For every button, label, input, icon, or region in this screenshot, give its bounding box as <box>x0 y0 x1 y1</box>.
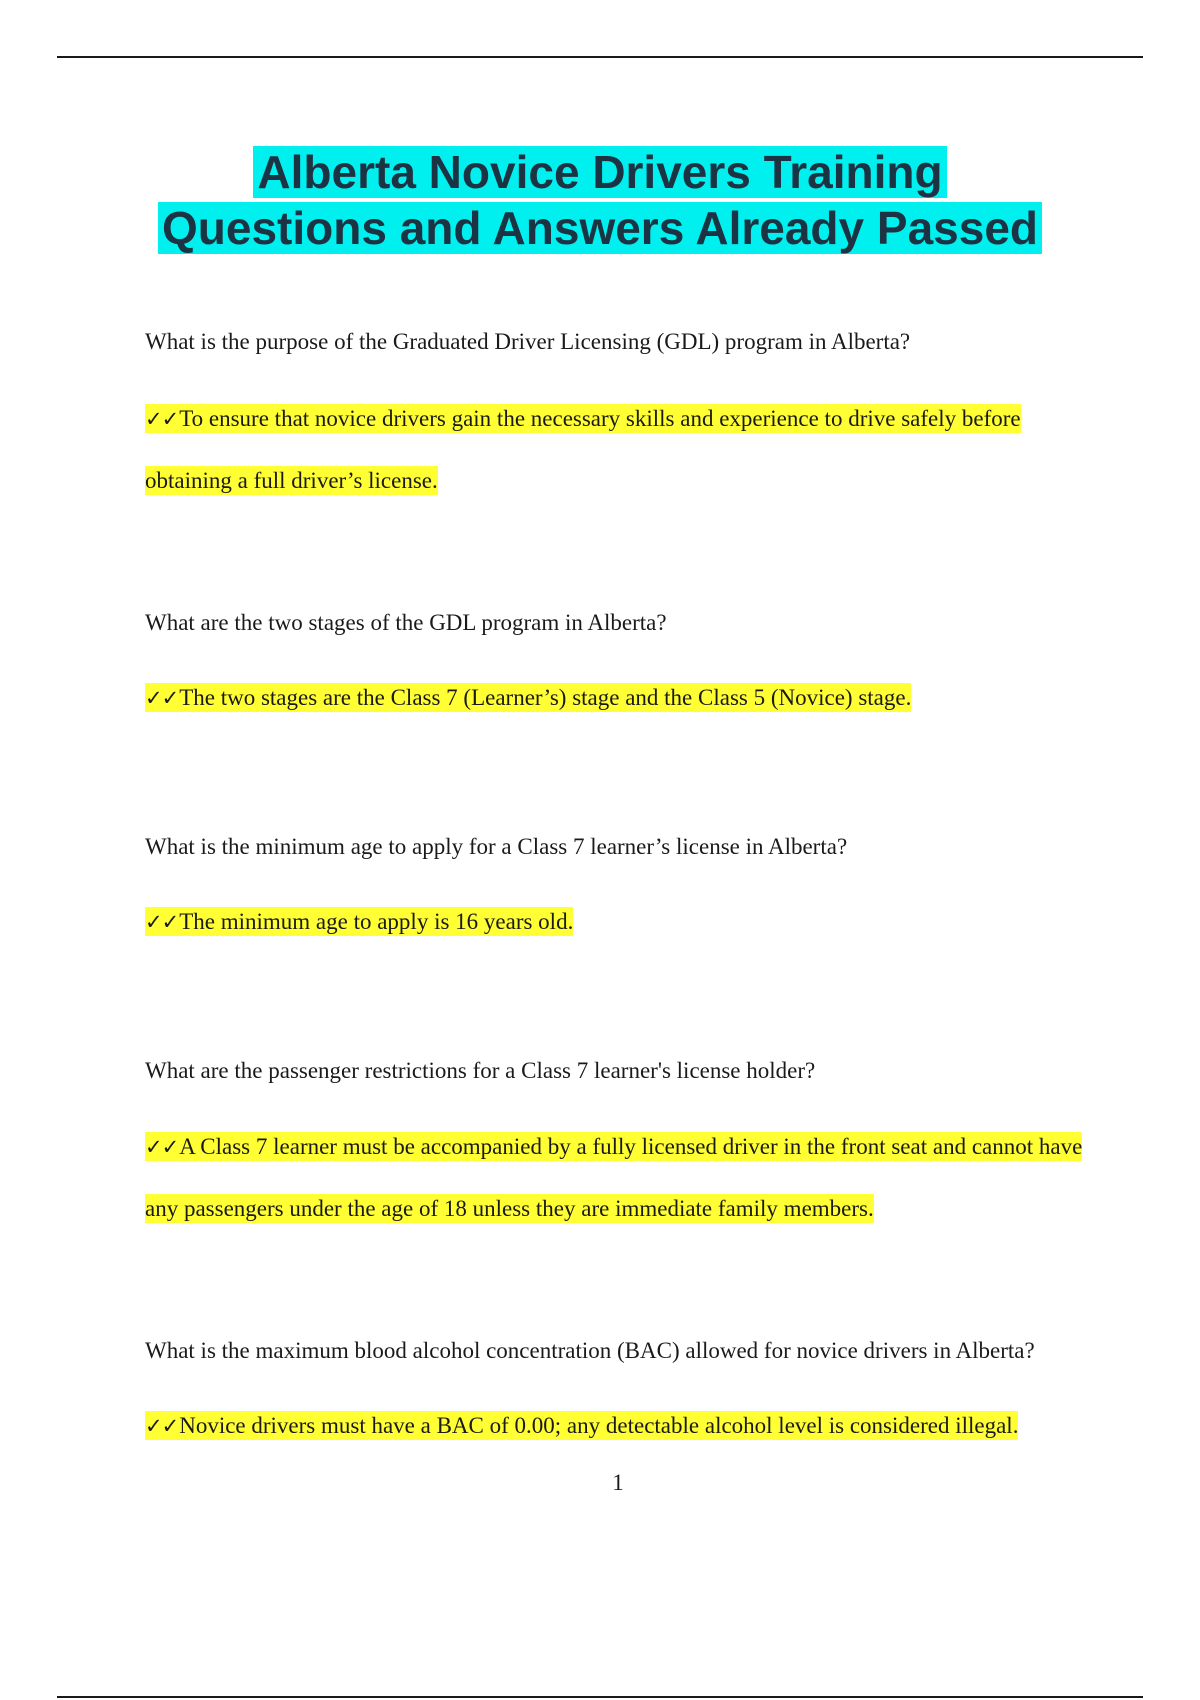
answer-5-text: Novice drivers must have a BAC of 0.00; any detectable alcohol level is considered illegal. <box>179 1413 1019 1438</box>
question-2: What are the two stages of the GDL program in Alberta? <box>145 610 667 635</box>
answer-3 <box>145 891 1085 953</box>
question-3: What is the minimum age to apply for a Class 7 learner’s license in Alberta? <box>145 834 848 859</box>
title-line-2: Questions and Answers Already Passed <box>158 202 1042 254</box>
double-check-icon: ✓✓ <box>145 407 179 431</box>
answer-4 <box>145 1116 1085 1239</box>
answer-2 <box>145 667 1085 729</box>
answer-1-highlight <box>145 404 1021 495</box>
answer-2-text: The two stages are the Class 7 (Learner’s) stage and the Class 5 (Novice) stage. <box>179 685 912 710</box>
double-check-icon: ✓✓ <box>145 686 179 710</box>
top-rule <box>57 56 1143 58</box>
double-check-icon: ✓✓ <box>145 910 179 934</box>
question-4: What are the passenger restrictions for a Class 7 learner's license holder? <box>145 1058 816 1083</box>
answer-2-highlight <box>145 683 911 712</box>
answer-4-text: A Class 7 learner must be accompanied by a fully licensed driver in the front seat and cannot have any passengers under the age of 18 unless they are immediate family members. <box>145 1134 1083 1221</box>
document-title <box>60 144 1140 256</box>
double-check-icon: ✓✓ <box>145 1135 179 1159</box>
answer-5-highlight <box>145 1411 1018 1440</box>
page-number: 1 <box>612 1470 624 1495</box>
bottom-rule <box>57 1696 1143 1698</box>
answer-4-highlight <box>145 1132 1082 1223</box>
answer-3-text: The minimum age to apply is 16 years old. <box>179 909 574 934</box>
answer-1 <box>145 388 1085 511</box>
answer-5 <box>145 1395 1085 1457</box>
answer-1-text: To ensure that novice drivers gain the necessary skills and experience to drive safely before obtaining a full driver’s license. <box>145 406 1021 493</box>
question-1: What is the purpose of the Graduated Driver Licensing (GDL) program in Alberta? <box>145 329 911 354</box>
answer-3-highlight <box>145 907 573 936</box>
double-check-icon: ✓✓ <box>145 1414 179 1438</box>
title-line-1: Alberta Novice Drivers Training <box>253 146 946 198</box>
question-5: What is the maximum blood alcohol concentration (BAC) allowed for novice drivers in Alberta? <box>145 1338 1035 1363</box>
